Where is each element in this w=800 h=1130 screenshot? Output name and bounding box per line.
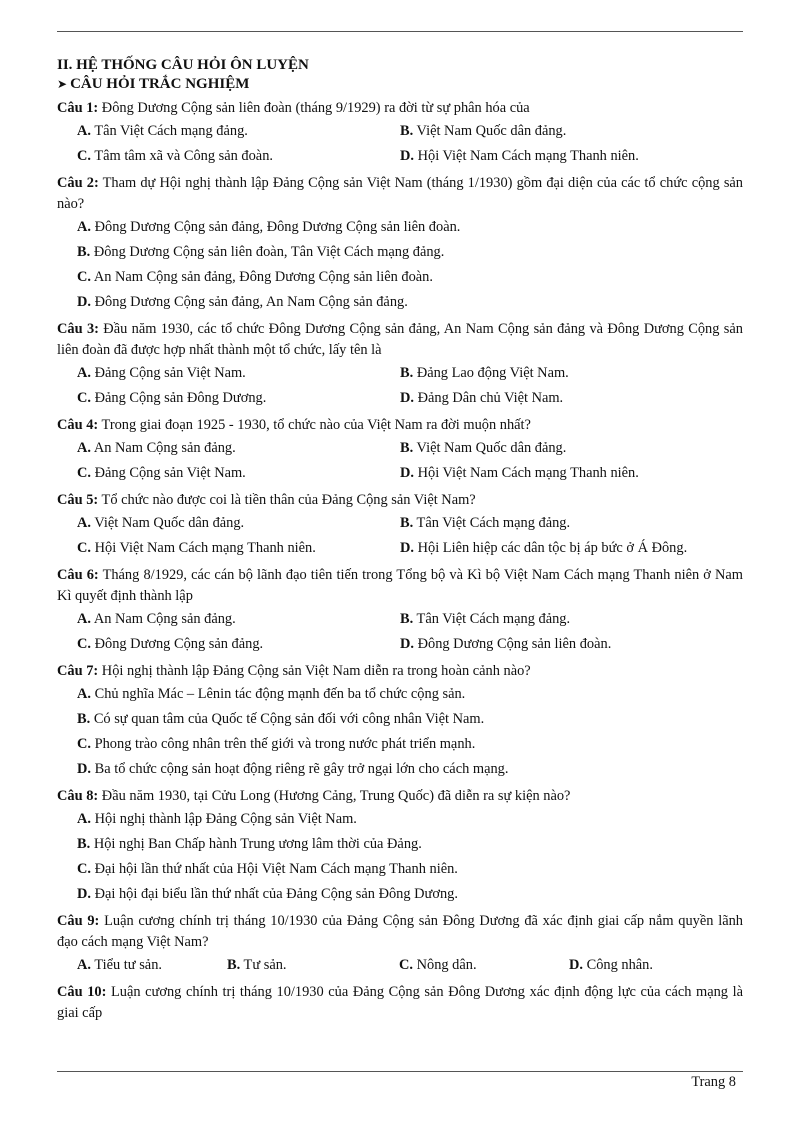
option-text: Tư sản. bbox=[243, 957, 287, 973]
option-letter: D. bbox=[400, 636, 414, 652]
document-body bbox=[57, 56, 743, 1024]
option-letter: A. bbox=[77, 515, 91, 531]
question-stem bbox=[57, 565, 743, 607]
footer-rule bbox=[57, 1071, 743, 1072]
subsection-title bbox=[57, 75, 743, 94]
options-row bbox=[57, 461, 743, 486]
question-stem bbox=[57, 490, 743, 511]
option-letter: C. bbox=[77, 540, 91, 556]
option-text: Ba tổ chức cộng sản hoạt động riêng rẽ gây trở ngại lớn cho cách mạng. bbox=[94, 761, 509, 777]
option-text: An Nam Cộng sản đảng. bbox=[93, 440, 236, 456]
option-letter: B. bbox=[400, 440, 414, 456]
option-text: Đảng Cộng sản Việt Nam. bbox=[94, 365, 246, 381]
header-rule bbox=[57, 31, 743, 32]
option-letter: C. bbox=[77, 390, 91, 406]
question-text: Tham dự Hội nghị thành lập Đảng Cộng sản Việt Nam (tháng 1/1930) gồm đại diện của các tổ chức cộng sản nào? bbox=[57, 175, 744, 212]
option-d[interactable] bbox=[400, 536, 723, 561]
question-stem bbox=[57, 98, 743, 119]
arrowhead-bullet-icon: ➤ bbox=[57, 77, 68, 91]
option-letter: A. bbox=[77, 957, 91, 973]
option-letter: D. bbox=[77, 761, 91, 777]
options-row bbox=[57, 144, 743, 169]
question-7 bbox=[57, 661, 743, 782]
option-b[interactable] bbox=[400, 119, 723, 144]
option-b[interactable] bbox=[227, 953, 399, 978]
question-text: Luận cương chính trị tháng 10/1930 của Đảng Cộng sản Đông Dương đã xác định giai cấp nắm quyền lãnh đạo cách mạng Việt Nam? bbox=[57, 913, 743, 950]
option-d[interactable] bbox=[57, 290, 743, 315]
question-number: Câu 1: bbox=[57, 100, 99, 116]
question-number: Câu 9: bbox=[57, 913, 100, 929]
option-text: Đông Dương Cộng sản liên đoàn, Tân Việt Cách mạng đảng. bbox=[93, 244, 445, 260]
option-letter: D. bbox=[400, 390, 414, 406]
question-text: Tổ chức nào được coi là tiền thân của Đảng Cộng sản Việt Nam? bbox=[101, 492, 476, 508]
question-number: Câu 7: bbox=[57, 663, 99, 679]
option-c[interactable] bbox=[57, 857, 743, 882]
option-a[interactable] bbox=[57, 215, 743, 240]
question-text: Đầu năm 1930, các tổ chức Đông Dương Cộng sản đảng, An Nam Cộng sản đảng và Đông Dương Cộng sản liên đoàn đã được hợp nhất thành một tổ chức, lấy tên là bbox=[57, 321, 743, 358]
option-d[interactable] bbox=[569, 953, 653, 978]
options-row bbox=[57, 436, 743, 461]
section-title: II. HỆ THỐNG CÂU HỎI ÔN LUYỆN bbox=[57, 57, 309, 73]
option-letter: A. bbox=[77, 365, 91, 381]
option-letter: C. bbox=[77, 636, 91, 652]
option-text: Hội Việt Nam Cách mạng Thanh niên. bbox=[94, 540, 316, 556]
option-c[interactable] bbox=[77, 536, 400, 561]
option-b[interactable] bbox=[57, 707, 743, 732]
question-text: Luận cương chính trị tháng 10/1930 của Đảng Cộng sản Đông Dương xác định động lực của cách mạng là giai cấp bbox=[57, 984, 743, 1021]
option-d[interactable] bbox=[400, 386, 723, 411]
question-text: Tháng 8/1929, các cán bộ lãnh đạo tiên tiến trong Tổng bộ và Kì bộ Việt Nam Cách mạng Thanh niên ở Nam Kì quyết định thành lập bbox=[57, 567, 743, 604]
option-letter: A. bbox=[77, 811, 91, 827]
option-d[interactable] bbox=[400, 632, 723, 657]
question-stem bbox=[57, 911, 743, 953]
option-c[interactable] bbox=[399, 953, 569, 978]
option-letter: C. bbox=[77, 861, 91, 877]
option-text: Tân Việt Cách mạng đảng. bbox=[416, 515, 571, 531]
question-text: Đầu năm 1930, tại Cửu Long (Hương Cảng, Trung Quốc) đã diễn ra sự kiện nào? bbox=[101, 788, 571, 804]
option-text: Tân Việt Cách mạng đảng. bbox=[94, 123, 248, 139]
option-text: Hội nghị thành lập Đảng Cộng sản Việt Nam. bbox=[94, 811, 357, 827]
option-text: Đại hội đại biểu lần thứ nhất của Đảng Cộng sản Đông Dương. bbox=[94, 886, 458, 902]
options-row bbox=[57, 361, 743, 386]
option-text: Chủ nghĩa Mác – Lênin tác động mạnh đến ba tổ chức cộng sản. bbox=[94, 686, 466, 702]
option-letter: D. bbox=[77, 294, 91, 310]
question-stem bbox=[57, 319, 743, 361]
option-letter: C. bbox=[77, 736, 91, 752]
option-text: An Nam Cộng sản đảng, Đông Dương Cộng sản liên đoàn. bbox=[93, 269, 433, 285]
options-row bbox=[57, 607, 743, 632]
option-letter: A. bbox=[77, 440, 91, 456]
option-b[interactable] bbox=[400, 361, 723, 386]
question-text: Trong giai đoạn 1925 - 1930, tổ chức nào của Việt Nam ra đời muộn nhất? bbox=[101, 417, 531, 433]
option-letter: C. bbox=[399, 957, 413, 973]
question-number: Câu 6: bbox=[57, 567, 99, 583]
option-c[interactable] bbox=[57, 732, 743, 757]
question-text: Đông Dương Cộng sản liên đoàn (tháng 9/1929) ra đời từ sự phân hóa của bbox=[101, 100, 530, 116]
option-text: Việt Nam Quốc dân đảng. bbox=[416, 440, 567, 456]
option-c[interactable] bbox=[77, 632, 400, 657]
option-text: Tân Việt Cách mạng đảng. bbox=[416, 611, 571, 627]
option-text: Việt Nam Quốc dân đảng. bbox=[94, 515, 245, 531]
option-d[interactable] bbox=[57, 882, 743, 907]
option-letter: D. bbox=[400, 148, 414, 164]
option-c[interactable] bbox=[77, 386, 400, 411]
option-text: Hội Việt Nam Cách mạng Thanh niên. bbox=[417, 148, 639, 164]
question-10 bbox=[57, 982, 743, 1024]
option-letter: B. bbox=[77, 836, 91, 852]
option-letter: A. bbox=[77, 123, 91, 139]
question-9 bbox=[57, 911, 743, 978]
option-text: An Nam Cộng sản đảng. bbox=[93, 611, 236, 627]
option-a[interactable] bbox=[77, 119, 400, 144]
option-a[interactable] bbox=[77, 361, 400, 386]
option-text: Phong trào công nhân trên thế giới và trong nước phát triển mạnh. bbox=[94, 736, 476, 752]
option-letter: D. bbox=[400, 465, 414, 481]
option-a[interactable] bbox=[77, 953, 227, 978]
option-letter: B. bbox=[400, 365, 414, 381]
option-text: Hội Liên hiệp các dân tộc bị áp bức ở Á Đông. bbox=[417, 540, 688, 556]
option-c[interactable] bbox=[77, 144, 400, 169]
option-text: Đảng Lao động Việt Nam. bbox=[416, 365, 569, 381]
option-d[interactable] bbox=[400, 144, 723, 169]
option-letter: B. bbox=[400, 611, 414, 627]
question-6 bbox=[57, 565, 743, 657]
option-letter: C. bbox=[77, 465, 91, 481]
option-letter: B. bbox=[77, 711, 91, 727]
option-letter: B. bbox=[77, 244, 91, 260]
question-stem bbox=[57, 661, 743, 682]
option-text: Hội nghị Ban Chấp hành Trung ương lâm thời của Đảng. bbox=[93, 836, 422, 852]
options-row bbox=[57, 953, 743, 978]
option-text: Đông Dương Cộng sản đảng. bbox=[94, 636, 264, 652]
option-a[interactable] bbox=[57, 807, 743, 832]
option-text: Hội Việt Nam Cách mạng Thanh niên. bbox=[417, 465, 639, 481]
question-stem bbox=[57, 786, 743, 807]
option-text: Công nhân. bbox=[586, 957, 653, 973]
option-d[interactable] bbox=[57, 757, 743, 782]
option-letter: C. bbox=[77, 269, 91, 285]
options-row bbox=[57, 119, 743, 144]
option-letter: D. bbox=[77, 886, 91, 902]
option-letter: A. bbox=[77, 219, 91, 235]
option-c[interactable] bbox=[57, 265, 743, 290]
question-number: Câu 10: bbox=[57, 984, 107, 1000]
option-text: Tiểu tư sản. bbox=[94, 957, 162, 973]
question-stem bbox=[57, 415, 743, 436]
question-1 bbox=[57, 98, 743, 169]
option-letter: A. bbox=[77, 686, 91, 702]
question-number: Câu 2: bbox=[57, 175, 99, 191]
option-text: Đại hội lần thứ nhất của Hội Việt Nam Cách mạng Thanh niên. bbox=[94, 861, 458, 877]
options-row bbox=[57, 511, 743, 536]
option-b[interactable] bbox=[400, 511, 723, 536]
option-text: Đảng Cộng sản Đông Dương. bbox=[94, 390, 267, 406]
option-letter: B. bbox=[400, 515, 414, 531]
option-b[interactable] bbox=[400, 436, 723, 461]
question-4 bbox=[57, 415, 743, 486]
option-b[interactable] bbox=[57, 240, 743, 265]
option-b[interactable] bbox=[57, 832, 743, 857]
page-number: Trang 8 bbox=[691, 1074, 736, 1090]
options-row bbox=[57, 536, 743, 561]
option-text: Việt Nam Quốc dân đảng. bbox=[416, 123, 567, 139]
option-b[interactable] bbox=[400, 607, 723, 632]
option-a[interactable] bbox=[77, 436, 400, 461]
question-5 bbox=[57, 490, 743, 561]
option-text: Đông Dương Cộng sản liên đoàn. bbox=[417, 636, 612, 652]
option-d[interactable] bbox=[400, 461, 723, 486]
question-stem bbox=[57, 982, 743, 1024]
question-number: Câu 4: bbox=[57, 417, 99, 433]
question-number: Câu 3: bbox=[57, 321, 99, 337]
question-8 bbox=[57, 786, 743, 907]
option-a[interactable] bbox=[77, 607, 400, 632]
option-letter: B. bbox=[227, 957, 241, 973]
option-a[interactable] bbox=[77, 511, 400, 536]
question-text: Hội nghị thành lập Đảng Cộng sản Việt Nam diễn ra trong hoàn cảnh nào? bbox=[101, 663, 531, 679]
options-row bbox=[57, 632, 743, 657]
option-text: Đông Dương Cộng sản đảng, Đông Dương Cộng sản liên đoàn. bbox=[94, 219, 461, 235]
question-2 bbox=[57, 173, 743, 315]
subsection-title-text: CÂU HỎI TRẮC NGHIỆM bbox=[70, 76, 250, 92]
option-letter: D. bbox=[569, 957, 583, 973]
option-text: Nông dân. bbox=[416, 957, 477, 973]
option-letter: B. bbox=[400, 123, 414, 139]
option-letter: D. bbox=[400, 540, 414, 556]
question-stem bbox=[57, 173, 743, 215]
option-c[interactable] bbox=[77, 461, 400, 486]
option-a[interactable] bbox=[57, 682, 743, 707]
question-number: Câu 5: bbox=[57, 492, 99, 508]
option-text: Đảng Cộng sản Việt Nam. bbox=[94, 465, 246, 481]
question-number: Câu 8: bbox=[57, 788, 99, 804]
question-3 bbox=[57, 319, 743, 411]
options-row bbox=[57, 386, 743, 411]
option-text: Đông Dương Cộng sản đảng, An Nam Cộng sản đảng. bbox=[94, 294, 408, 310]
option-text: Tâm tâm xã và Công sản đoàn. bbox=[94, 148, 273, 164]
option-text: Có sự quan tâm của Quốc tế Cộng sản đối với công nhân Việt Nam. bbox=[93, 711, 485, 727]
option-letter: C. bbox=[77, 148, 91, 164]
option-text: Đảng Dân chủ Việt Nam. bbox=[417, 390, 564, 406]
option-letter: A. bbox=[77, 611, 91, 627]
